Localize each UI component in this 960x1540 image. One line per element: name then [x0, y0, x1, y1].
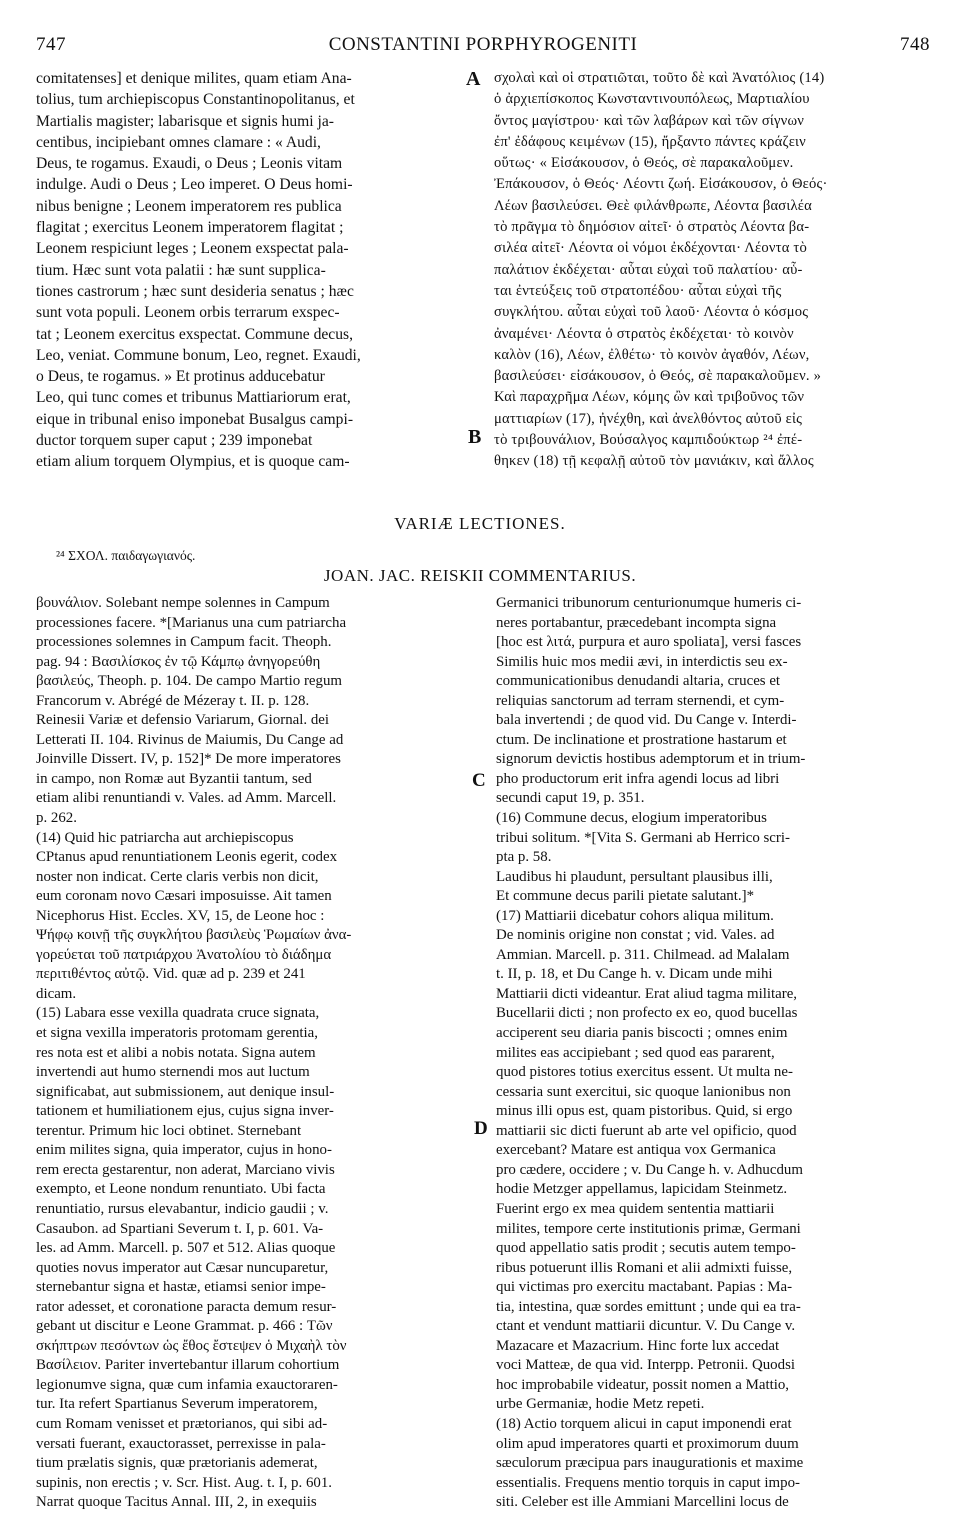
commentary-line: βασιλεύς, Theoph. p. 104. De campo Martio regum — [36, 673, 342, 690]
commentary-line: qui victimas pro exercitu mactabant. Papias : Ma- — [496, 1279, 793, 1296]
commentary-line: Mazacare et Mazacrium. Hinc forte lux accedat — [496, 1337, 780, 1354]
commentary-line: Ψήφῳ κοινῇ τῆς συγκλήτου βασιλεὺς Ῥωμαίων ἀνα- — [36, 927, 352, 944]
commentary-line: enim milites signa, quia imperator, cujus in hono- — [36, 1142, 332, 1159]
greek-text-line: Ἐπάκουσον, ὁ Θεός· Λέοντι ζωή. Εἰσάκουσον, ὁ Θεός· — [494, 176, 828, 193]
commentary-line: processiones solemnes in Campum facit. Theoph. — [36, 634, 332, 651]
commentary-line: milites eas accipiebant ; sed quod eas pararent, — [496, 1044, 775, 1061]
greek-text-line: θηκεν (18) τῇ κεφαλῇ αὐτοῦ τὸν μανιάκιν, καὶ ἄλλος — [494, 453, 814, 470]
commentary-line: renuntiatio, rursus elevabantur, indicio gaudii ; v. — [36, 1200, 329, 1217]
commentary-line: pro cædere, occidere ; v. Du Cange h. v. Adhucdum — [496, 1161, 803, 1178]
commentary-line: acciperent seu diaria panis biscocti ; omnes enim — [496, 1025, 788, 1042]
commentary-line: versati fuerant, exauctorasset, perrexisse in pala- — [36, 1435, 326, 1452]
latin-column — [36, 68, 468, 473]
latin-text-line: indulge. Audi o Deus ; Leo imperet. O Deus homi- — [36, 176, 353, 194]
commentary-line: (14) Quid hic patriarcha aut archiepiscopus — [36, 829, 294, 846]
commentary-line: Narrat quoque Tacitus Annal. III, 2, in exequiis — [36, 1494, 317, 1511]
commentary-line: Fuerint ergo ex mea quidem sententia mattiarii — [496, 1200, 775, 1217]
commentary-line: urbe Germaniæ, hodie Metz repeti. — [496, 1396, 705, 1413]
greek-column — [494, 68, 930, 473]
commentary-line: περιτιθέντος αὐτῷ. Vid. quæ ad p. 239 et 241 — [36, 966, 306, 983]
commentary-line: essentialis. Frequens mentio torquis in caput impo- — [496, 1474, 800, 1491]
commentary-line: secundi caput 19, p. 351. — [496, 790, 645, 807]
commentary-line: Et commune decus parili pietate salutant.]* — [496, 888, 755, 905]
commentary-line: mattiarii sic dicti fuerunt ab arte vel opificio, quod — [496, 1122, 797, 1139]
greek-text-line: ἐπ' ἐδάφους κειμένων (15), ἤρξαντο πάντες κράζειν — [494, 133, 806, 150]
commentary-line: supinis, non erectis ; v. Scr. Hist. Aug. t. I, p. 601. — [36, 1474, 333, 1491]
scholion-note: ²⁴ ΣΧΟΛ. παιδαγωγιανός. — [56, 548, 196, 563]
commentary-line: quod appellatio satis prodit ; secutis autem tempo- — [496, 1240, 796, 1257]
commentary-left-column — [36, 594, 472, 1513]
commentary-line: γορεύεται τοῦ πατριάρχου Ἀνατολίου τὸ διάδημα — [36, 946, 332, 963]
commentary-line: sæculorum præcipua pars inaugurationis et maxime — [496, 1455, 804, 1472]
latin-text-line: sunt vota populi. Leonem orbis terrarum exspec- — [36, 304, 340, 322]
commentary-line: Mattiarii dicti videantur. Erat aliud tagma militare, — [496, 985, 798, 1002]
commentary-line: cum Romam venisset et prætorianos, qui sibi ad- — [36, 1415, 328, 1432]
commentary-line: pho productorum erit infra agendi locus ad libri — [496, 770, 780, 787]
commentary-line: tationem et humiliationem ejus, cujus signa inver- — [36, 1103, 334, 1120]
commentary-line: processiones facere. *[Marianus una cum patriarcha — [36, 614, 347, 631]
variae-lectiones-heading: VARIÆ LECTIONES. — [394, 514, 566, 533]
commentary-line: minus illi opus est, quam pistoribus. Quid, si ergo — [496, 1103, 793, 1120]
page-number-right: 748 — [900, 34, 930, 55]
commentary-line: [hoc est λιτά, purpura et auro spoliata], versi fasces — [496, 634, 802, 651]
commentary-line: legionumve signa, quæ cum infamia exauctoraren- — [36, 1376, 338, 1393]
latin-text-line: centibus, incipiebant omnes clamare : « Audi, — [36, 133, 321, 151]
commentary-line: in campo, non Romæ aut Byzantii tantum, sed — [36, 770, 312, 787]
greek-text-line: ἀναμένει· Λέοντα ὁ στρατὸς ἐκδέχεται· τὸ κοινὸν — [494, 325, 794, 342]
margin-marker-c: C — [472, 770, 486, 791]
latin-text-line: tium. Hæc sunt vota palatii : hæ sunt supplica- — [36, 261, 326, 279]
commentary-line: tur. Ita refert Spartianus Severum imperatorem, — [36, 1396, 318, 1413]
greek-text-line: ται ἐντεύξεις τοῦ στρατοπέδου· αὗται εὐχαὶ τῆς — [494, 282, 782, 299]
commentary-line: quod pistores totius exercitus essent. Ut multa ne- — [496, 1064, 793, 1081]
margin-marker-d: D — [474, 1118, 488, 1139]
commentary-line: ctant et vendunt mattiarii dicuntur. V. Du Cange v. — [496, 1318, 796, 1335]
commentary-line: ctum. De inclinatione et prostratione hastarum et — [496, 731, 787, 748]
commentary-line: neres portabantur, præcedebant incompta signa — [496, 614, 777, 631]
commentary-line: Laudibus hi plaudunt, persultant plausibus illi, — [496, 868, 773, 885]
commentary-line: invertendi aut humo sternendi mos aut luctum — [36, 1064, 310, 1081]
commentary-line: t. II, p. 18, et Du Cange h. v. Dicam unde mihi — [496, 966, 773, 983]
commentary-line: et signa vexilla imperatoris protomam gerentia, — [36, 1025, 319, 1042]
commentary-line: Nicephorus Hist. Eccles. XV, 15, de Leone hoc : — [36, 907, 325, 924]
commentary-line: tium prælatis signis, quæ prætorianis ademerat, — [36, 1455, 318, 1472]
margin-marker-b: B — [468, 426, 482, 448]
latin-text-line: etiam alium torquem Olympius, et is quoque cam- — [36, 453, 350, 471]
greek-text-line: ματτιαρίων (17), ἠνέχθη, καὶ ἀνελθόντος αὐτοῦ εἰς — [494, 410, 803, 427]
commentary-line: (15) Labara esse vexilla quadrata cruce signata, — [36, 1005, 320, 1022]
commentary-line: communicationibus denudandi altaria, cruces et — [496, 673, 781, 690]
commentary-line: Βασίλειον. Pariter invertebantur illarum cohortium — [36, 1357, 340, 1374]
greek-text-line: ὁ ἀρχιεπίσκοπος Κωνσταντινουπόλεως, Μαρτιαλίου — [494, 91, 810, 108]
latin-text-line: o Deus, te rogamus. » Et protinus adducebatur — [36, 368, 325, 386]
commentary-line: (17) Mattiarii dicebatur cohors aliqua militum. — [496, 907, 774, 924]
main-text — [36, 68, 930, 512]
commentary-line: gebant ut discitur e Leone Grammat. p. 466 : Τῶν — [36, 1318, 333, 1335]
latin-text-line: ductor torquem super caput ; 239 imponebat — [36, 432, 313, 450]
commentary-line: Francorum v. Abrégé de Mézeray t. II. p. 128. — [36, 692, 310, 709]
latin-text-line: Martialis magister; labarisque et signis humi ja- — [36, 112, 334, 130]
latin-text-line: nibus benigne ; Leonem imperatorem res publica — [36, 197, 342, 215]
commentary-line: Bucellarii dicti ; non profecto ex eo, quod bucellas — [496, 1005, 798, 1022]
latin-text-line: comitatenses] et denique milites, quam etiam Ana- — [36, 70, 352, 87]
latin-text-line: Leo, veniat. Commune bonum, Leo, regnet. Exaudi, — [36, 346, 361, 364]
commentary-line: exempto, et Leone nondum renuntiato. Ubi facta — [36, 1181, 326, 1198]
latin-text-line: tiones castrorum ; hæc sunt desideria senatus ; hæc — [36, 282, 354, 300]
commentary-line: hoc improbabile videatur, possit nomen a Mattio, — [496, 1376, 790, 1393]
greek-text-line: τὸ πρᾶγμα τὸ δημόσιον αἰτεῖ· ὁ στρατὸς Λέοντα βα- — [494, 219, 810, 236]
commentary-line: bala invertendi ; de quod vid. Du Cange v. Interdi- — [496, 712, 797, 729]
running-header — [36, 34, 930, 60]
greek-text-line: σχολαὶ καὶ οἱ στρατιῶται, τοῦτο δὲ καὶ Ἀνατόλιος (14) — [494, 70, 825, 86]
commentary-line: rem erecta gestarentur, non aderat, Marciano vivis — [36, 1161, 335, 1178]
commentary-line: (16) Commune decus, elogium imperatoribus — [496, 810, 767, 827]
commentary-line: noster non indicat. Certe claris verbis non dicit, — [36, 868, 319, 885]
commentary-line: cessaria sunt exercitui, sic quoque lanionibus non — [496, 1083, 791, 1100]
commentary-line: reliquias sanctorum ad terram sternendi, et cym- — [496, 692, 785, 709]
commentary-line: tribui solitum. *[Vita S. Germani ab Herrico scri- — [496, 829, 790, 846]
commentary-line: (18) Actio torquem alicui in caput imponendi erat — [496, 1415, 792, 1432]
greek-text-line: συγκλήτου. αὗται εὐχαὶ τοῦ λαοῦ· Λέοντα ὁ κόσμος — [494, 304, 809, 321]
latin-text-line: Leonem respiciunt leges ; Leonem exspectat pala- — [36, 240, 349, 258]
greek-text-line: τὸ τριβουνάλιον, Βούσαλγος καμπιδούκτωρ ²⁴ ἐπέ- — [494, 432, 803, 449]
commentary-line: les. ad Amm. Marcell. p. 507 et 512. Alias quoque — [36, 1240, 336, 1257]
commentary-line: Casaubon. ad Spartiani Severum t. I, p. 601. Va- — [36, 1220, 324, 1237]
commentary-line: siti. Celeber est ille Ammiani Marcellini locus de — [496, 1494, 789, 1511]
commentary-line: sternebantur signa et hastæ, etiamsi senior impe- — [36, 1279, 326, 1296]
latin-text-line: Deus, te rogamus. Exaudi, o Deus ; Leonis vitam — [36, 155, 343, 173]
margin-marker-a: A — [466, 68, 481, 90]
commentary-line: σκήπτρων πεσόντων ὡς ἔθος ἔστεψεν ὁ Μιχαὴλ τὸν — [36, 1337, 347, 1354]
greek-text-line: οὕτως· « Εἰσάκουσον, ὁ Θεός, σὲ παρακαλοῦμεν. — [494, 155, 794, 172]
commentary-line: dicam. — [36, 985, 77, 1002]
commentary — [36, 594, 930, 1534]
commentary-line: pag. 94 : Βασιλίσκος ἐν τῷ Κάμπῳ ἀνηγορεύθη — [36, 653, 321, 670]
commentary-line: Letterati II. 104. Rivinus de Maiumis, Du Cange ad — [36, 731, 344, 748]
commentary-line: voci Matteæ, de qua vid. Interpp. Petronii. Quodsi — [496, 1357, 796, 1374]
commentary-line: terentur. Primum hic loci obtinet. Sternebant — [36, 1122, 302, 1139]
greek-text-line: ὄντος μαγίστρου· καὶ τῶν λαβάρων καὶ τῶν σίγνων — [494, 112, 805, 129]
greek-text-line: Λέων βασιλεύσει. Θεὲ φιλάνθρωπε, Λέοντα βασιλέα — [494, 197, 812, 214]
commentary-line: De nominis origine non constat ; vid. Vales. ad — [496, 927, 775, 944]
commentary-line: significabat, aut submissionem, aut denique insul- — [36, 1083, 335, 1100]
greek-text-line: σιλέα αἰτεῖ· Λέοντα οἱ νόμοι ἐκδέχονται· Λέοντα τὸ — [494, 240, 807, 257]
commentary-line: signorum devictis hostibus ademptorum et in trium- — [496, 751, 806, 768]
commentary-line: Reinesii Variæ et defensio Variarum, Giornal. dei — [36, 712, 330, 729]
commentary-line: hodie Metzger appellamus, lapicidam Steinmetz. — [496, 1181, 788, 1198]
commentary-line: res nota est et alibi a nobis notata. Signa autem — [36, 1044, 316, 1061]
commentary-line: Ammian. Marcell. p. 311. Chilmead. ad Malalam — [496, 946, 790, 963]
page-number-left: 747 — [36, 34, 66, 55]
commentary-line: quoties novus imperator aut Cæsar nuncuparetur, — [36, 1259, 329, 1276]
greek-text-line: Καὶ παραχρῆμα Λέων, κόμης ὢν καὶ τριβοῦνος τῶν — [494, 389, 805, 406]
commentary-line: tia, intestina, quæ sordes emittunt ; unde qui ea tra- — [496, 1298, 801, 1315]
commentary-line: ribus potuerunt illis Romani et alii admixti fuisse, — [496, 1259, 793, 1276]
running-title: CONSTANTINI PORPHYROGENITI — [328, 34, 638, 55]
latin-text-line: Leo, qui tunc comes et tribunus Mattiariorum erat, — [36, 389, 351, 407]
commentary-line: eum coronam novo Cæsari imposuisse. Ait tamen — [36, 888, 332, 905]
commentary-line: milites, tempore certe institutionis primæ, Germani — [496, 1220, 801, 1237]
commentary-line: pta p. 58. — [496, 849, 552, 866]
commentary-line: rator adesset, et coronatione paracta demum resur- — [36, 1298, 337, 1315]
latin-text-line: tolius, tum archiepiscopus Constantinopolitanus, et — [36, 91, 355, 109]
greek-text-line: καλὸν (16), Λέων, ἐλθέτω· τὸ κοινὸν ἀγαθόν, Λέων, — [494, 346, 810, 363]
greek-text-line: παλάτιον ἐκδέχεται· αὗται εὐχαὶ τοῦ παλατίου· αὗ- — [494, 261, 803, 278]
latin-text-line: tat ; Leonem exercitus exspectat. Commune decus, — [36, 325, 353, 343]
commentary-line: Joinville Dissert. IV, p. 152]* De more imperatores — [36, 751, 341, 768]
commentary-line: olim apud imperatores quarti et proximorum duum — [496, 1435, 799, 1452]
commentary-line: p. 262. — [36, 810, 77, 827]
commentary-line: etiam alibi renuntiandi v. Vales. ad Amm. Marcell. — [36, 790, 337, 807]
latin-text-line: eique in tribunal eniso imponebat Busalgus campi- — [36, 410, 354, 428]
commentary-line: CPtanus apud renuntiationem Leonis egerit, codex — [36, 849, 338, 866]
commentary-heading: JOAN. JAC. REISKII COMMENTARIUS. — [323, 566, 637, 585]
commentary-line: βουνάλιον. Solebant nempe solennes in Campum — [36, 595, 330, 611]
commentary-line: exercebant? Matare est antiqua vox Germanica — [496, 1142, 776, 1159]
latin-text-line: flagitat ; exercitus Leonem imperatorem flagitat ; — [36, 219, 344, 237]
commentary-line: Similis huic mos medii ævi, in interdictis seu ex- — [496, 653, 788, 670]
commentary-right-column — [496, 594, 936, 1513]
commentary-line: Germanici tribunorum centurionumque humeris ci- — [496, 595, 802, 611]
greek-text-line: βασιλεύσει· εἰσάκουσον, ὁ Θεός, σὲ παρακαλοῦμεν. » — [494, 368, 822, 385]
